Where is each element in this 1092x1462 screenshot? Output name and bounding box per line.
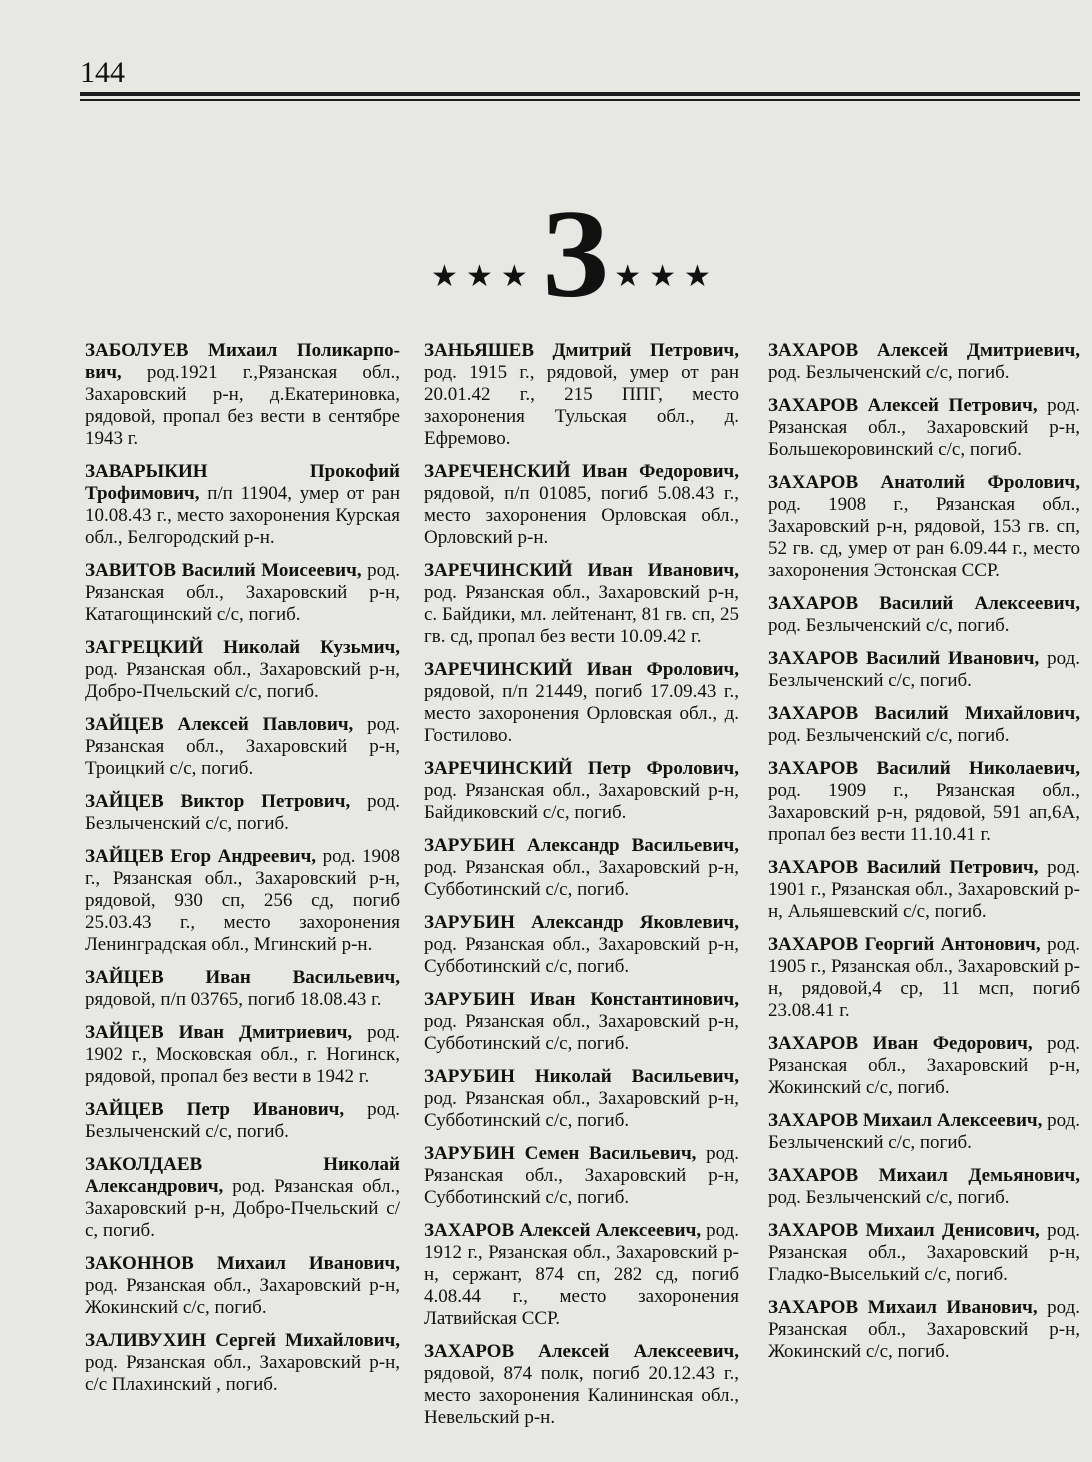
entry	[85, 1099, 400, 1143]
entry	[424, 1341, 739, 1429]
entry	[768, 472, 1080, 582]
entry-details: род. 1909 г., Рязанская обл., Захаровский р-н, рядовой, 591 ап,6А, пропал без вести 11.10.41 г.	[768, 780, 1080, 845]
entry	[424, 835, 739, 901]
entry	[768, 758, 1080, 846]
section-letter: З	[541, 185, 609, 324]
entry-details: род. 1908 г., Рязанская обл., Захаровский р-н, рядовой, 153 гв. сп, 52 гв. сд, умер от ран 6.09.44 г., место захоронения Эстонская ССР.	[768, 494, 1080, 581]
entry-name: ЗАРЕЧЕНСКИЙ Иван Федорович,	[424, 461, 739, 482]
entry-name: ЗАХАРОВ Василий Николаевич,	[768, 758, 1080, 779]
entry-details: род. Рязанская обл., Захаровский р-н, Добро-Пчельский с/с, погиб.	[85, 1176, 400, 1241]
entry-details: рядовой, п/п 01085, погиб 5.08.43 г., место захоронения Орловская обл., Орловский р-н.	[424, 483, 739, 548]
entry	[424, 340, 739, 450]
column-3	[768, 340, 1080, 1374]
entry	[768, 1033, 1080, 1099]
entry-details: род. 1902 г., Московская обл., г. Ногинск, рядовой, пропал без вести в 1942 г.	[85, 1022, 400, 1087]
entry	[768, 934, 1080, 1022]
entry-details: род. 1915 г., рядовой, умер от ран 20.01.42 г., 215 ППГ, место захоронения Тульская обл., д. Ефремово.	[424, 362, 739, 449]
entry-name: ЗАВАРЫКИН Прокофий Трофимович,	[85, 461, 400, 504]
entry-details: род. Безлыченский с/с, погиб.	[768, 1110, 1080, 1153]
entry-name: ЗАЙЦЕВ Иван Дмитриевич,	[85, 1022, 353, 1043]
entry	[85, 637, 400, 703]
entry-details: род. Рязанская обл., Захаровский р-н, Гладко-Выселький с/с, погиб.	[768, 1220, 1080, 1285]
entry-name: ЗАВИТОВ Василий Моисеевич,	[85, 560, 362, 581]
entry-name: ЗАХАРОВ Михаил Алексеевич,	[768, 1110, 1043, 1131]
page-number: 144	[80, 56, 125, 89]
entry	[85, 340, 400, 450]
entry-details: род. Рязанская обл., Захаровский р-н, Субботинский с/с, погиб.	[424, 934, 739, 977]
entry-details: рядовой, 874 полк, погиб 20.12.43 г., место захоронения Калининская обл., Невельский р-н.	[424, 1363, 739, 1428]
entry-name: ЗАХАРОВ Иван Федорович,	[768, 1033, 1033, 1054]
entry	[424, 758, 739, 824]
entry	[85, 714, 400, 780]
stars-left: ★★★	[431, 260, 536, 293]
entry-name: ЗАХАРОВ Василий Иванович,	[768, 648, 1040, 669]
entry-name: ЗАЙЦЕВ Иван Васильевич,	[85, 967, 400, 988]
entry	[85, 846, 400, 956]
entry	[768, 857, 1080, 923]
header-rule-thin	[80, 99, 1080, 101]
stars-right: ★★★	[614, 260, 719, 293]
entry	[85, 1022, 400, 1088]
entry	[768, 1165, 1080, 1209]
entry-name: ЗАНЬЯШЕВ Дмитрий Петрович,	[424, 340, 739, 361]
entry	[85, 1330, 400, 1396]
entry-details: род. Рязанская обл., Захаровский р-н, Катагощинский с/с, погиб.	[85, 560, 400, 625]
entry-name: ЗАРЕЧИНСКИЙ Иван Фролович,	[424, 659, 739, 680]
entry	[768, 395, 1080, 461]
entry	[424, 989, 739, 1055]
entry-name: ЗАХАРОВ Георгий Антонович,	[768, 934, 1041, 955]
entry-name: ЗАРУБИН Николай Васильевич,	[424, 1066, 739, 1087]
entry-details: род. 1905 г., Рязанская обл., Захаровский р-н, рядовой,4 ср, 11 мсп, погиб 23.08.41 г.	[768, 934, 1080, 1021]
entry-details: род. Рязанская обл., Захаровский р-н, Жокинский с/с, погиб.	[768, 1033, 1080, 1098]
entry-name: ЗАХАРОВ Анатолий Фролович,	[768, 472, 1080, 493]
entry	[424, 1143, 739, 1209]
entry-name: ЗАКОННОВ Михаил Иванович,	[85, 1253, 400, 1274]
entry-name: ЗАХАРОВ Михаил Денисович,	[768, 1220, 1040, 1241]
entry-name: ЗАЙЦЕВ Виктор Петрович,	[85, 791, 351, 812]
entry	[424, 912, 739, 978]
entry	[85, 560, 400, 626]
entry	[768, 703, 1080, 747]
entry-details: род. Рязанская обл., Захаровский р-н, Троицкий с/с, погиб.	[85, 714, 400, 779]
entry-details: род. Рязанская обл., Захаровский р-н, Жокинский с/с, погиб.	[85, 1275, 400, 1318]
entry-details: п/п 11904, умер от ран 10.08.43 г., место захоронения Курская обл., Белгородский р-н.	[85, 483, 400, 548]
entry-details: род. Рязанская обл., Захаровский р-н, Субботинский с/с, погиб.	[424, 1011, 739, 1054]
entry	[85, 791, 400, 835]
entry-name: ЗАЙЦЕВ Петр Иванович,	[85, 1099, 345, 1120]
entry	[424, 461, 739, 549]
entry-name: ЗАХАРОВ Алексей Дмитриевич,	[768, 340, 1080, 361]
entry-details: род. 1908 г., Рязанская обл., Захаровский р-н, рядовой, 930 сп, 256 сд, погиб 25.03.43 г., место захоронения Ленинградская обл., Мгинский р-н.	[85, 846, 400, 955]
entry-details: род. Рязанская обл., Захаровский р-н, Субботинский с/с, погиб.	[424, 857, 739, 900]
entry-details: род. Безлыченский с/с, погиб.	[85, 791, 400, 834]
entry-details: род. Рязанская обл., Захаровский р-н, Жокинский с/с, погиб.	[768, 1297, 1080, 1362]
entry-name: ЗАРУБИН Семен Васильевич,	[424, 1143, 697, 1164]
entry-name: ЗАХАРОВ Василий Алексеевич,	[768, 593, 1080, 614]
section-heading	[420, 185, 730, 324]
entry-details: род. Безлыченский с/с, погиб.	[768, 648, 1080, 691]
entry	[424, 1066, 739, 1132]
entry	[768, 340, 1080, 384]
entry-name: ЗАХАРОВ Василий Михайлович,	[768, 703, 1080, 724]
entry-name: ЗАРУБИН Александр Васильевич,	[424, 835, 739, 856]
entry	[424, 1220, 739, 1330]
entry-name: ЗАБОЛУЕВ Михаил Поликарпо-вич,	[85, 340, 400, 383]
entry-name: ЗАХАРОВ Михаил Демьянович,	[768, 1165, 1080, 1186]
entry-details: род. Безлыченский с/с, погиб.	[768, 615, 1010, 636]
entry-name: ЗАРЕЧИНСКИЙ Иван Иванович,	[424, 560, 739, 581]
entry-details: род. Рязанская обл., Захаровский р-н, с/с Плахинский , погиб.	[85, 1352, 400, 1395]
column-2	[424, 340, 739, 1440]
entry	[85, 1253, 400, 1319]
entry	[768, 1297, 1080, 1363]
entry	[768, 593, 1080, 637]
column-1	[85, 340, 400, 1407]
entry-details: род. Безлыченский с/с, погиб.	[85, 1099, 401, 1142]
entry-name: ЗАГРЕЦКИЙ Николай Кузьмич,	[85, 637, 400, 658]
entry-name: ЗАРУБИН Александр Яковлевич,	[424, 912, 739, 933]
entry-details: род. Рязанская обл., Захаровский р-н, Большекоровинский с/с, погиб.	[768, 395, 1080, 460]
entry-name: ЗАКОЛДАЕВ Николай Александрович,	[85, 1154, 400, 1197]
entry-details: род. Рязанская обл., Захаровский р-н, Субботинский с/с, погиб.	[424, 1088, 739, 1131]
entry-name: ЗАЙЦЕВ Егор Андреевич,	[85, 846, 317, 867]
entry	[85, 461, 400, 549]
entry-details: род. Безлыченский с/с, погиб.	[768, 725, 1010, 746]
entry	[768, 1110, 1080, 1154]
entry-name: ЗАХАРОВ Алексей Алексеевич,	[424, 1341, 739, 1362]
header-rule-thick	[80, 92, 1080, 96]
entry-details: род. 1912 г., Рязанская обл., Захаровский р-н, сержант, 874 сп, 282 сд, погиб 4.08.44 г., место захоронения Латвийская ССР.	[424, 1220, 739, 1329]
entry-name: ЗАЛИВУХИН Сергей Михайлович,	[85, 1330, 400, 1351]
entry-details: род. Рязанская обл., Захаровский р-н, Добро-Пчельский с/с, погиб.	[85, 659, 400, 702]
entry-details: род. Рязанская обл., Захаровский р-н, Байдиковский с/с, погиб.	[424, 780, 739, 823]
entry-name: ЗАХАРОВ Алексей Петрович,	[768, 395, 1038, 416]
entry-name: ЗАРЕЧИНСКИЙ Петр Фролович,	[424, 758, 739, 779]
entry	[768, 648, 1080, 692]
entry	[85, 1154, 400, 1242]
entry	[85, 967, 400, 1011]
entry-details: род. Безлыченский с/с, погиб.	[768, 1187, 1010, 1208]
entry	[768, 1220, 1080, 1286]
entry-details: род.1921 г.,Рязанская обл., Захаровский р-н, д.Екатериновка, рядовой, пропал без вести в сентябре 1943 г.	[85, 362, 400, 449]
entry-name: ЗАХАРОВ Алексей Алексеевич,	[424, 1220, 702, 1241]
entry-name: ЗАХАРОВ Михаил Иванович,	[768, 1297, 1038, 1318]
entry-details: род. Рязанская обл., Захаровский р-н, с. Байдики, мл. лейтенант, 81 гв. сп, 25 гв. сд, пропал без вести 10.09.42 г.	[424, 582, 739, 647]
entry-details: род. Безлыченский с/с, погиб.	[768, 362, 1010, 383]
entry-details: рядовой, п/п 21449, погиб 17.09.43 г., место захоронения Орловская обл., д. Гостилово.	[424, 681, 739, 746]
entry	[424, 659, 739, 747]
entry-details: род. 1901 г., Рязанская обл., Захаровский р-н, Альяшевский с/с, погиб.	[768, 857, 1080, 922]
entry-name: ЗАЙЦЕВ Алексей Павлович,	[85, 714, 354, 735]
entry-details: род. Рязанская обл., Захаровский р-н, Субботинский с/с, погиб.	[424, 1143, 739, 1208]
entry	[424, 560, 739, 648]
entry-name: ЗАРУБИН Иван Константинович,	[424, 989, 739, 1010]
entry-details: рядовой, п/п 03765, погиб 18.08.43 г.	[85, 989, 382, 1010]
entry-name: ЗАХАРОВ Василий Петрович,	[768, 857, 1039, 878]
